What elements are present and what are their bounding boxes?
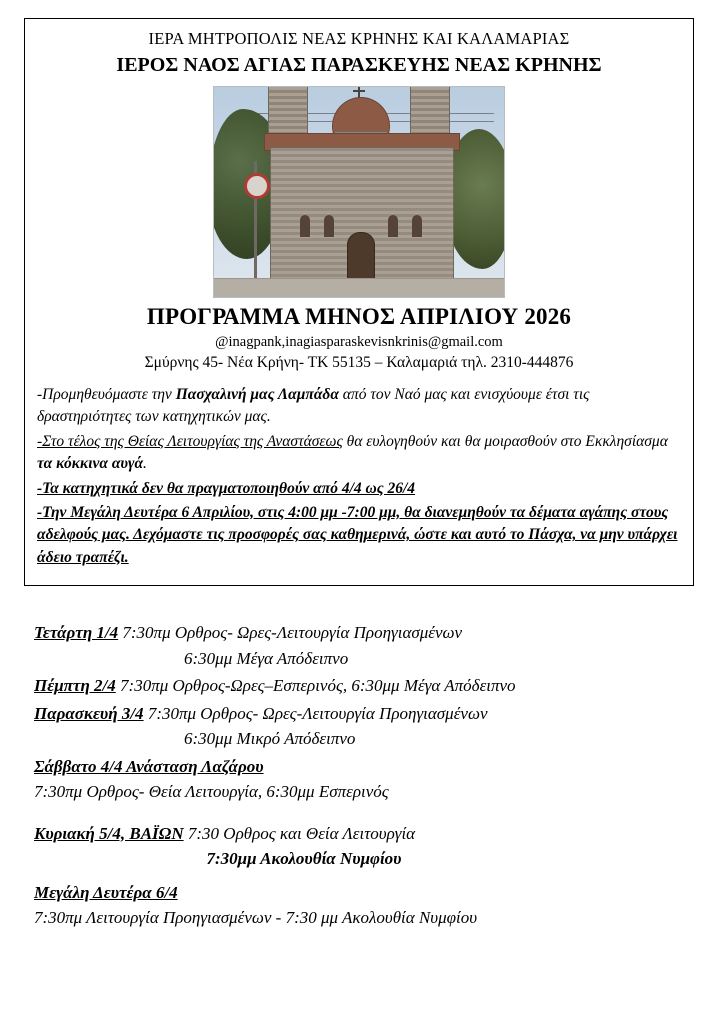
- schedule-row: [34, 880, 694, 931]
- note-2-emphasis: τα κόκκινα αυγά: [37, 455, 144, 473]
- schedule-sub: 6:30μμ Μικρό Απόδειπνο: [184, 729, 356, 748]
- metropolis-title: ΙΕΡΑ ΜΗΤΡΟΠΟΛΙΣ ΝΕΑΣ ΚΡΗΝΗΣ ΚΑΙ ΚΑΛΑΜΑΡΙΑΣ: [148, 29, 570, 48]
- schedule-main: 7:30πμ Ορθρος- Ωρες-Λειτουργία Προηγιασμένων: [143, 703, 488, 723]
- note-1: [37, 384, 681, 429]
- schedule-day: Κυριακή 5/4, ΒΑΪΩΝ: [34, 823, 184, 843]
- note-2-part-d: .: [143, 455, 147, 473]
- no-entry-sign-icon: [244, 173, 270, 199]
- ground: [214, 278, 504, 297]
- schedule-row: [34, 673, 694, 699]
- schedule-main: 7:30πμ Ορθρος- Ωρες-Λειτουργία Προηγιασμένων: [118, 623, 463, 642]
- note-4: -Την Μεγάλη Δευτέρα 6 Απριλίου, στις 4:00 μμ -7:00 μμ, θα διανεμηθούν τα δέματα αγάπης στους αδελφούς μας. Δεχόμαστε τις προσφορές σας καθημερινά, ώστε και αυτό το Πάσχα, να μην υπάρχει άδειο τραπέζι.: [37, 503, 678, 566]
- schedule-row: [34, 620, 694, 671]
- schedule-day: Μεγάλη Δευτέρα 6/4: [34, 882, 178, 902]
- schedule-sub: 7:30πμ Ορθρος- Θεία Λειτουργία, 6:30μμ Εσπερινός: [34, 782, 389, 801]
- church-photo: [213, 86, 505, 298]
- contact-address: Σμύρνης 45- Νέα Κρήνη- ΤΚ 55135 – Καλαμαριά τηλ. 2310-444876: [144, 353, 574, 371]
- program-title: ΠΡΟΓΡΑΜΜΑ ΜΗΝΟΣ ΑΠΡΙΛΙΟΥ 2026: [146, 303, 572, 329]
- window-icon: [324, 215, 334, 237]
- schedule-main: 7:30 Ορθρος και Θεία Λειτουργία: [183, 823, 416, 843]
- schedule-day: Πέμπτη 2/4: [34, 676, 116, 695]
- note-1-part-a: -Προμηθευόμαστε την: [37, 385, 176, 403]
- schedule-row: [34, 701, 694, 752]
- note-2-part-b: θα ευλογηθούν και θα μοιρασθούν στο Εκκλησίασμα: [342, 432, 668, 450]
- window-icon: [412, 215, 422, 237]
- note-2-part-a: -Στο τέλος της Θείας Λειτουργίας της Αναστάσεως: [37, 432, 343, 450]
- schedule-list: [34, 620, 694, 933]
- schedule-row: [34, 821, 694, 872]
- schedule-day: Τετάρτη 1/4: [34, 623, 119, 642]
- schedule-sub: 7:30μμ Ακολουθία Νυμφίου: [206, 849, 402, 868]
- schedule-day: Σάββατο 4/4 Ανάσταση Λαζάρου: [34, 756, 264, 776]
- schedule-sub: 6:30μμ Μέγα Απόδειπνο: [184, 648, 349, 668]
- contact-email: @inagpank,inagiasparaskevisnkrinis@gmail.com: [215, 333, 503, 350]
- schedule-row: [34, 754, 694, 805]
- spacer: [34, 807, 694, 821]
- schedule-sub: 7:30πμ Λειτουργία Προηγιασμένων - 7:30 μμ Ακολουθία Νυμφίου: [34, 908, 478, 927]
- notes-block: [37, 384, 681, 570]
- window-icon: [388, 215, 398, 237]
- header-frame: [24, 18, 694, 586]
- note-1-emphasis: Πασχαλινή μας Λαμπάδα: [175, 385, 339, 403]
- schedule-day: Παρασκευή 3/4: [34, 703, 144, 723]
- church-title: ΙΕΡΟΣ ΝΑΟΣ ΑΓΙΑΣ ΠΑΡΑΣΚΕΥΗΣ ΝΕΑΣ ΚΡΗΝΗΣ: [116, 53, 602, 76]
- note-3: -Τα κατηχητικά δεν θα πραγματοποιηθούν από 4/4 ως 26/4: [37, 479, 416, 497]
- window-icon: [300, 215, 310, 237]
- church-door: [347, 232, 375, 280]
- note-2: [37, 431, 681, 476]
- note-1-part-c: από τον Ναό μας και ενισχύουμε έτσι τις δραστηριότητες των κατηχητικών μας.: [37, 385, 590, 426]
- schedule-main: 7:30πμ Ορθρος-Ωρες–Εσπερινός, 6:30μμ Μέγα Απόδειπνο: [115, 676, 516, 695]
